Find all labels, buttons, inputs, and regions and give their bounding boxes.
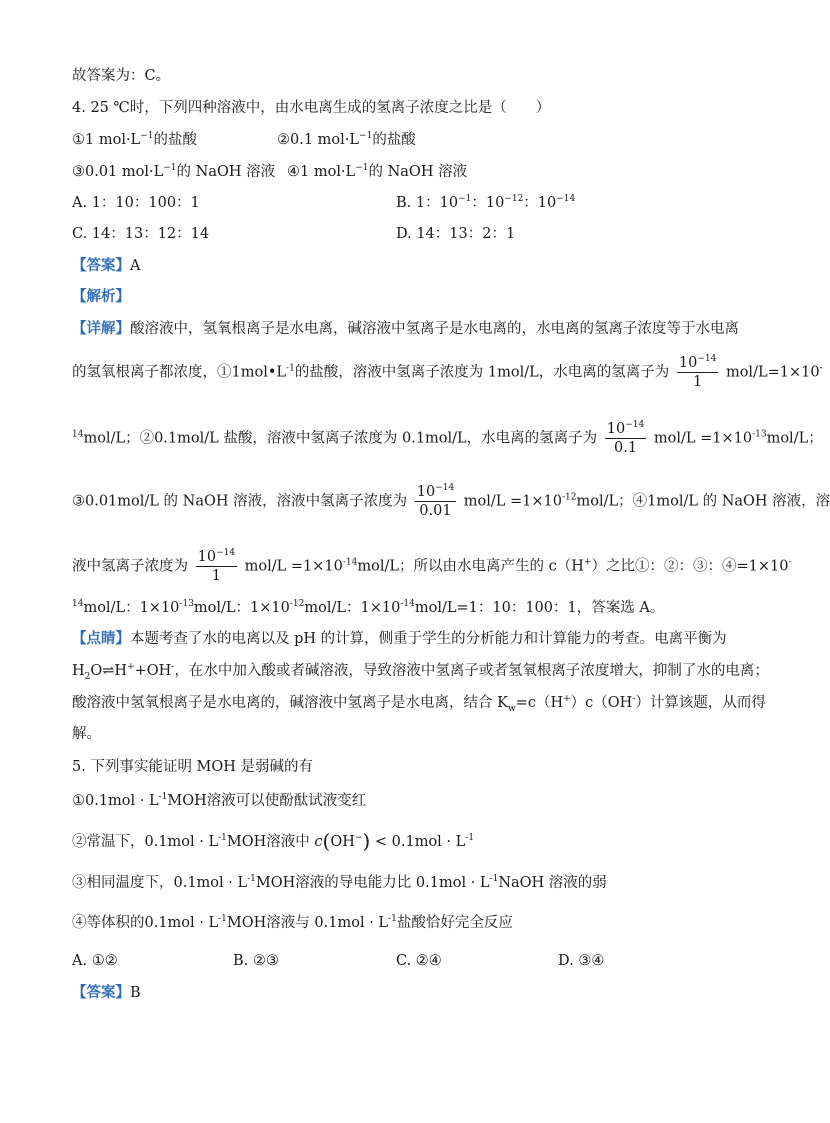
q4-detail-line5: 液中氢离子浓度为 $\frac{10^{-14}}{1}$ $mol/L =1\times 10^{-14}mol/L$；所以由水电离产生的 c（H+）之比①：②：③：④=1×10- bbox=[72, 548, 792, 584]
q5-option-a: A. ①② bbox=[72, 953, 118, 969]
q4-comment-line4: 解。 bbox=[72, 726, 101, 742]
q4-detail-line1: 【详解】酸溶液中，氢氧根离子是水电离，碱溶液中氢离子是水电离的，水电离的氢离子浓度等于水电离 bbox=[72, 320, 739, 337]
q4-option-c: C. 14：13：12：14 bbox=[72, 226, 210, 242]
q4-item3: ③0.01 $mol\cdot L^{-1}$的 NaOH 溶液 bbox=[72, 163, 276, 180]
answer-label: 【答案】 bbox=[72, 984, 130, 1001]
fraction: $\frac{10^{-14}}{1}$ bbox=[197, 548, 236, 584]
q5-option-b: B. ②③ bbox=[233, 953, 279, 969]
q4-item2: ②0.1 $mol\cdot L^{-1}$的盐酸 bbox=[277, 131, 416, 148]
q5-statement3: ③相同温度下，$0.1mol \cdot L^{-1}MOH$溶液的导电能力比 $0.1mol \cdot L^{-1}NaOH$ 溶液的弱 bbox=[72, 874, 607, 891]
q5-statement2: ②常温下，$0.1mol \cdot L^{-1}MOH$溶液中 $c(OH^-) < 0.1mol \cdot L^{-1}$ bbox=[72, 829, 475, 853]
q4-detail-line3: $^{14}$mol/L；②0.1mol/L 盐酸，溶液中氢离子浓度为 0.1mol/L，水电离的氢离子为 $\frac{10^{-14}}{0.1}$ $mol/L =1\times 10^{-13}mol/L$； bbox=[72, 420, 823, 456]
q5-statement1: ①0.1mol · $L^{-1}MOH$溶液可以使酚酞试液变红 bbox=[72, 792, 367, 809]
q5-option-c: C. ②④ bbox=[396, 953, 442, 969]
q4-comment-line2: $H_2O\rightleftharpoons H^++OH^-$，在水中加入酸或者碱溶液，导致溶液中氢离子或者氢氧根离子浓度增大，抑制了水的电离； bbox=[72, 662, 769, 682]
q4-item1: ①1 $mol\cdot L^{-1}$的盐酸 bbox=[72, 131, 197, 148]
fraction: $\frac{10^{-14}}{1}$ bbox=[678, 354, 717, 390]
q4-detail-line2: 的氢氧根离子都浓度，$①1mol•L^{-1}$的盐酸，溶液中氢离子浓度为 1mol/L，水电离的氢离子为 $\frac{10^{-14}}{1}$ mol/L=1×10- bbox=[72, 354, 823, 390]
q4-item4: ④1 $mol\cdot L^{-1}$的 NaOH 溶液 bbox=[287, 163, 468, 180]
q5-statement4: ④等体积的$0.1mol \cdot L^{-1}MOH$溶液与 $0.1mol \cdot L^{-1}$盐酸恰好完全反应 bbox=[72, 914, 513, 931]
q4-comment-line1: 【点睛】本题考查了水的电离以及 pH 的计算，侧重于学生的分析能力和计算能力的考查。电离平衡为 bbox=[72, 630, 727, 647]
q4-option-b: B. 1：$10^{-1}$：$10^{-12}$：$10^{-14}$ bbox=[396, 194, 576, 211]
q4-detail-line4: ③0.01mol/L 的 NaOH 溶液，溶液中氢离子浓度为 $\frac{10^{-14}}{0.01}$ $mol/L =1\times 10^{-12}mol/L$；④1mol/L 的 NaOH 溶液，溶 bbox=[72, 483, 830, 519]
answer-label: 【答案】 bbox=[72, 257, 130, 274]
q4-stem: 4. 25 ℃时，下列四种溶液中，由水电离生成的氢离子浓度之比是（ ） bbox=[72, 100, 551, 116]
q5-answer: 【答案】B bbox=[72, 984, 141, 1001]
q4-analysis-label: 【解析】 bbox=[72, 288, 130, 305]
q4-detail-line6: $^{14}$mol/L：$1\times 10^{-13}mol/L$：$1\times 10^{-12}mol/L$：$1\times 10^{-14}mol/L=1$：10：100：1，答案选 A。 bbox=[72, 599, 665, 616]
prev-answer: 故答案为：C。 bbox=[72, 68, 171, 84]
q4-option-a: A. 1：10：100：1 bbox=[72, 195, 200, 211]
fraction: $\frac{10^{-14}}{0.01}$ bbox=[416, 483, 455, 519]
q4-option-d: D. 14：13：2：1 bbox=[396, 226, 516, 242]
q4-answer: 【答案】A bbox=[72, 257, 141, 274]
fraction: $\frac{10^{-14}}{0.1}$ bbox=[606, 420, 645, 456]
q4-comment-line3: 酸溶液中氢氧根离子是水电离的，碱溶液中氢离子是水电离，结合 $K_w=c(H^+)c(OH^-)$计算该题，从而得 bbox=[72, 694, 766, 714]
q5-stem: 5. 下列事实能证明 MOH 是弱碱的有 bbox=[72, 759, 314, 775]
q5-option-d: D. ③④ bbox=[558, 953, 605, 969]
